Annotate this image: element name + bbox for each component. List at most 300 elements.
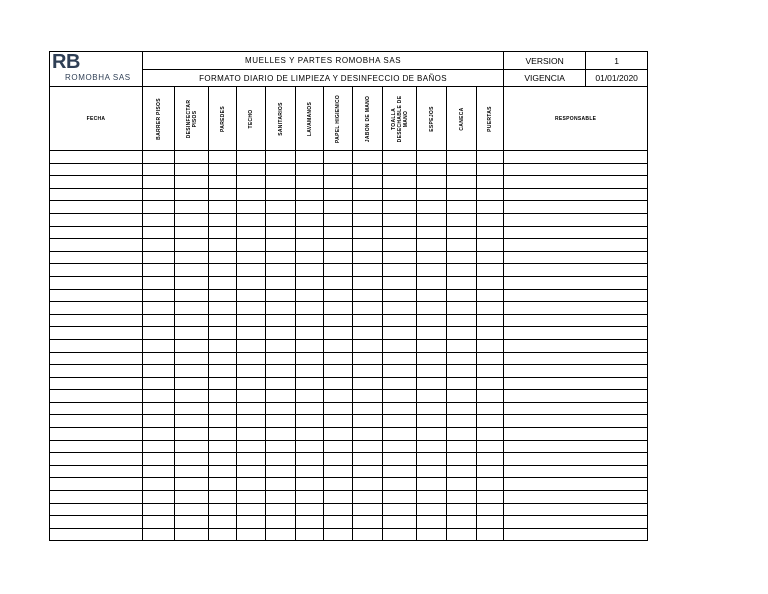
papel-higienico-cell[interactable] bbox=[324, 176, 353, 189]
paredes-cell[interactable] bbox=[209, 226, 237, 239]
techo-cell[interactable] bbox=[237, 201, 266, 214]
jabon-de-mano-cell[interactable] bbox=[353, 465, 383, 478]
desinfectar-pisos-cell[interactable] bbox=[175, 478, 209, 491]
responsable-cell[interactable] bbox=[504, 302, 648, 315]
puertas-cell[interactable] bbox=[477, 352, 504, 365]
jabon-de-mano-cell[interactable] bbox=[353, 176, 383, 189]
lavamanos-cell[interactable] bbox=[296, 390, 324, 403]
jabon-de-mano-cell[interactable] bbox=[353, 188, 383, 201]
techo-cell[interactable] bbox=[237, 503, 266, 516]
espejos-cell[interactable] bbox=[417, 352, 447, 365]
techo-cell[interactable] bbox=[237, 428, 266, 441]
lavamanos-cell[interactable] bbox=[296, 163, 324, 176]
lavamanos-cell[interactable] bbox=[296, 377, 324, 390]
barrer-pisos-cell[interactable] bbox=[143, 415, 175, 428]
fecha-cell[interactable] bbox=[50, 327, 143, 340]
barrer-pisos-cell[interactable] bbox=[143, 251, 175, 264]
paredes-cell[interactable] bbox=[209, 188, 237, 201]
responsable-cell[interactable] bbox=[504, 201, 648, 214]
puertas-cell[interactable] bbox=[477, 390, 504, 403]
fecha-cell[interactable] bbox=[50, 226, 143, 239]
caneca-cell[interactable] bbox=[447, 201, 477, 214]
puertas-cell[interactable] bbox=[477, 478, 504, 491]
sanitarios-cell[interactable] bbox=[266, 402, 296, 415]
espejos-cell[interactable] bbox=[417, 188, 447, 201]
toalla-cell[interactable] bbox=[383, 428, 417, 441]
toalla-cell[interactable] bbox=[383, 314, 417, 327]
jabon-de-mano-cell[interactable] bbox=[353, 239, 383, 252]
desinfectar-pisos-cell[interactable] bbox=[175, 528, 209, 541]
papel-higienico-cell[interactable] bbox=[324, 516, 353, 529]
papel-higienico-cell[interactable] bbox=[324, 276, 353, 289]
jabon-de-mano-cell[interactable] bbox=[353, 402, 383, 415]
fecha-cell[interactable] bbox=[50, 352, 143, 365]
sanitarios-cell[interactable] bbox=[266, 151, 296, 164]
responsable-cell[interactable] bbox=[504, 314, 648, 327]
techo-cell[interactable] bbox=[237, 478, 266, 491]
caneca-cell[interactable] bbox=[447, 377, 477, 390]
papel-higienico-cell[interactable] bbox=[324, 365, 353, 378]
sanitarios-cell[interactable] bbox=[266, 251, 296, 264]
paredes-cell[interactable] bbox=[209, 365, 237, 378]
caneca-cell[interactable] bbox=[447, 213, 477, 226]
papel-higienico-cell[interactable] bbox=[324, 289, 353, 302]
papel-higienico-cell[interactable] bbox=[324, 415, 353, 428]
sanitarios-cell[interactable] bbox=[266, 428, 296, 441]
caneca-cell[interactable] bbox=[447, 478, 477, 491]
techo-cell[interactable] bbox=[237, 264, 266, 277]
fecha-cell[interactable] bbox=[50, 151, 143, 164]
papel-higienico-cell[interactable] bbox=[324, 339, 353, 352]
toalla-cell[interactable] bbox=[383, 465, 417, 478]
sanitarios-cell[interactable] bbox=[266, 188, 296, 201]
papel-higienico-cell[interactable] bbox=[324, 314, 353, 327]
papel-higienico-cell[interactable] bbox=[324, 478, 353, 491]
barrer-pisos-cell[interactable] bbox=[143, 188, 175, 201]
sanitarios-cell[interactable] bbox=[266, 415, 296, 428]
puertas-cell[interactable] bbox=[477, 516, 504, 529]
toalla-cell[interactable] bbox=[383, 213, 417, 226]
responsable-cell[interactable] bbox=[504, 491, 648, 504]
papel-higienico-cell[interactable] bbox=[324, 352, 353, 365]
jabon-de-mano-cell[interactable] bbox=[353, 352, 383, 365]
puertas-cell[interactable] bbox=[477, 264, 504, 277]
papel-higienico-cell[interactable] bbox=[324, 402, 353, 415]
fecha-cell[interactable] bbox=[50, 264, 143, 277]
techo-cell[interactable] bbox=[237, 491, 266, 504]
jabon-de-mano-cell[interactable] bbox=[353, 339, 383, 352]
espejos-cell[interactable] bbox=[417, 213, 447, 226]
barrer-pisos-cell[interactable] bbox=[143, 453, 175, 466]
barrer-pisos-cell[interactable] bbox=[143, 289, 175, 302]
caneca-cell[interactable] bbox=[447, 188, 477, 201]
barrer-pisos-cell[interactable] bbox=[143, 402, 175, 415]
lavamanos-cell[interactable] bbox=[296, 264, 324, 277]
techo-cell[interactable] bbox=[237, 239, 266, 252]
toalla-cell[interactable] bbox=[383, 453, 417, 466]
responsable-cell[interactable] bbox=[504, 478, 648, 491]
techo-cell[interactable] bbox=[237, 213, 266, 226]
fecha-cell[interactable] bbox=[50, 302, 143, 315]
techo-cell[interactable] bbox=[237, 314, 266, 327]
lavamanos-cell[interactable] bbox=[296, 327, 324, 340]
sanitarios-cell[interactable] bbox=[266, 491, 296, 504]
lavamanos-cell[interactable] bbox=[296, 176, 324, 189]
toalla-cell[interactable] bbox=[383, 302, 417, 315]
barrer-pisos-cell[interactable] bbox=[143, 276, 175, 289]
lavamanos-cell[interactable] bbox=[296, 528, 324, 541]
desinfectar-pisos-cell[interactable] bbox=[175, 213, 209, 226]
barrer-pisos-cell[interactable] bbox=[143, 239, 175, 252]
lavamanos-cell[interactable] bbox=[296, 415, 324, 428]
fecha-cell[interactable] bbox=[50, 339, 143, 352]
caneca-cell[interactable] bbox=[447, 428, 477, 441]
caneca-cell[interactable] bbox=[447, 528, 477, 541]
responsable-cell[interactable] bbox=[504, 390, 648, 403]
fecha-cell[interactable] bbox=[50, 528, 143, 541]
responsable-cell[interactable] bbox=[504, 163, 648, 176]
espejos-cell[interactable] bbox=[417, 377, 447, 390]
fecha-cell[interactable] bbox=[50, 188, 143, 201]
paredes-cell[interactable] bbox=[209, 251, 237, 264]
puertas-cell[interactable] bbox=[477, 251, 504, 264]
espejos-cell[interactable] bbox=[417, 239, 447, 252]
lavamanos-cell[interactable] bbox=[296, 251, 324, 264]
toalla-cell[interactable] bbox=[383, 528, 417, 541]
responsable-cell[interactable] bbox=[504, 239, 648, 252]
espejos-cell[interactable] bbox=[417, 276, 447, 289]
barrer-pisos-cell[interactable] bbox=[143, 264, 175, 277]
barrer-pisos-cell[interactable] bbox=[143, 314, 175, 327]
espejos-cell[interactable] bbox=[417, 415, 447, 428]
paredes-cell[interactable] bbox=[209, 352, 237, 365]
puertas-cell[interactable] bbox=[477, 528, 504, 541]
papel-higienico-cell[interactable] bbox=[324, 440, 353, 453]
desinfectar-pisos-cell[interactable] bbox=[175, 289, 209, 302]
espejos-cell[interactable] bbox=[417, 264, 447, 277]
lavamanos-cell[interactable] bbox=[296, 478, 324, 491]
paredes-cell[interactable] bbox=[209, 503, 237, 516]
responsable-cell[interactable] bbox=[504, 188, 648, 201]
puertas-cell[interactable] bbox=[477, 365, 504, 378]
barrer-pisos-cell[interactable] bbox=[143, 352, 175, 365]
caneca-cell[interactable] bbox=[447, 264, 477, 277]
toalla-cell[interactable] bbox=[383, 365, 417, 378]
sanitarios-cell[interactable] bbox=[266, 390, 296, 403]
caneca-cell[interactable] bbox=[447, 465, 477, 478]
techo-cell[interactable] bbox=[237, 302, 266, 315]
caneca-cell[interactable] bbox=[447, 491, 477, 504]
fecha-cell[interactable] bbox=[50, 491, 143, 504]
desinfectar-pisos-cell[interactable] bbox=[175, 491, 209, 504]
sanitarios-cell[interactable] bbox=[266, 314, 296, 327]
papel-higienico-cell[interactable] bbox=[324, 163, 353, 176]
desinfectar-pisos-cell[interactable] bbox=[175, 226, 209, 239]
barrer-pisos-cell[interactable] bbox=[143, 528, 175, 541]
puertas-cell[interactable] bbox=[477, 339, 504, 352]
paredes-cell[interactable] bbox=[209, 402, 237, 415]
puertas-cell[interactable] bbox=[477, 163, 504, 176]
paredes-cell[interactable] bbox=[209, 151, 237, 164]
lavamanos-cell[interactable] bbox=[296, 428, 324, 441]
lavamanos-cell[interactable] bbox=[296, 491, 324, 504]
desinfectar-pisos-cell[interactable] bbox=[175, 465, 209, 478]
fecha-cell[interactable] bbox=[50, 176, 143, 189]
papel-higienico-cell[interactable] bbox=[324, 428, 353, 441]
espejos-cell[interactable] bbox=[417, 390, 447, 403]
toalla-cell[interactable] bbox=[383, 264, 417, 277]
caneca-cell[interactable] bbox=[447, 327, 477, 340]
caneca-cell[interactable] bbox=[447, 402, 477, 415]
lavamanos-cell[interactable] bbox=[296, 339, 324, 352]
papel-higienico-cell[interactable] bbox=[324, 453, 353, 466]
lavamanos-cell[interactable] bbox=[296, 226, 324, 239]
papel-higienico-cell[interactable] bbox=[324, 327, 353, 340]
papel-higienico-cell[interactable] bbox=[324, 503, 353, 516]
sanitarios-cell[interactable] bbox=[266, 226, 296, 239]
papel-higienico-cell[interactable] bbox=[324, 528, 353, 541]
paredes-cell[interactable] bbox=[209, 377, 237, 390]
caneca-cell[interactable] bbox=[447, 163, 477, 176]
paredes-cell[interactable] bbox=[209, 465, 237, 478]
sanitarios-cell[interactable] bbox=[266, 440, 296, 453]
puertas-cell[interactable] bbox=[477, 276, 504, 289]
caneca-cell[interactable] bbox=[447, 440, 477, 453]
paredes-cell[interactable] bbox=[209, 415, 237, 428]
desinfectar-pisos-cell[interactable] bbox=[175, 264, 209, 277]
desinfectar-pisos-cell[interactable] bbox=[175, 163, 209, 176]
paredes-cell[interactable] bbox=[209, 239, 237, 252]
caneca-cell[interactable] bbox=[447, 503, 477, 516]
lavamanos-cell[interactable] bbox=[296, 239, 324, 252]
paredes-cell[interactable] bbox=[209, 390, 237, 403]
paredes-cell[interactable] bbox=[209, 276, 237, 289]
sanitarios-cell[interactable] bbox=[266, 239, 296, 252]
responsable-cell[interactable] bbox=[504, 213, 648, 226]
toalla-cell[interactable] bbox=[383, 390, 417, 403]
caneca-cell[interactable] bbox=[447, 314, 477, 327]
caneca-cell[interactable] bbox=[447, 352, 477, 365]
espejos-cell[interactable] bbox=[417, 491, 447, 504]
sanitarios-cell[interactable] bbox=[266, 352, 296, 365]
sanitarios-cell[interactable] bbox=[266, 453, 296, 466]
techo-cell[interactable] bbox=[237, 365, 266, 378]
desinfectar-pisos-cell[interactable] bbox=[175, 428, 209, 441]
fecha-cell[interactable] bbox=[50, 465, 143, 478]
responsable-cell[interactable] bbox=[504, 352, 648, 365]
puertas-cell[interactable] bbox=[477, 239, 504, 252]
sanitarios-cell[interactable] bbox=[266, 377, 296, 390]
barrer-pisos-cell[interactable] bbox=[143, 377, 175, 390]
espejos-cell[interactable] bbox=[417, 226, 447, 239]
lavamanos-cell[interactable] bbox=[296, 302, 324, 315]
jabon-de-mano-cell[interactable] bbox=[353, 390, 383, 403]
lavamanos-cell[interactable] bbox=[296, 213, 324, 226]
toalla-cell[interactable] bbox=[383, 415, 417, 428]
barrer-pisos-cell[interactable] bbox=[143, 163, 175, 176]
desinfectar-pisos-cell[interactable] bbox=[175, 239, 209, 252]
fecha-cell[interactable] bbox=[50, 314, 143, 327]
barrer-pisos-cell[interactable] bbox=[143, 390, 175, 403]
sanitarios-cell[interactable] bbox=[266, 465, 296, 478]
paredes-cell[interactable] bbox=[209, 163, 237, 176]
toalla-cell[interactable] bbox=[383, 440, 417, 453]
jabon-de-mano-cell[interactable] bbox=[353, 377, 383, 390]
fecha-cell[interactable] bbox=[50, 251, 143, 264]
toalla-cell[interactable] bbox=[383, 377, 417, 390]
barrer-pisos-cell[interactable] bbox=[143, 201, 175, 214]
toalla-cell[interactable] bbox=[383, 327, 417, 340]
responsable-cell[interactable] bbox=[504, 528, 648, 541]
puertas-cell[interactable] bbox=[477, 453, 504, 466]
caneca-cell[interactable] bbox=[447, 302, 477, 315]
jabon-de-mano-cell[interactable] bbox=[353, 226, 383, 239]
papel-higienico-cell[interactable] bbox=[324, 465, 353, 478]
espejos-cell[interactable] bbox=[417, 314, 447, 327]
barrer-pisos-cell[interactable] bbox=[143, 151, 175, 164]
papel-higienico-cell[interactable] bbox=[324, 226, 353, 239]
papel-higienico-cell[interactable] bbox=[324, 377, 353, 390]
papel-higienico-cell[interactable] bbox=[324, 188, 353, 201]
paredes-cell[interactable] bbox=[209, 528, 237, 541]
responsable-cell[interactable] bbox=[504, 176, 648, 189]
caneca-cell[interactable] bbox=[447, 151, 477, 164]
papel-higienico-cell[interactable] bbox=[324, 239, 353, 252]
barrer-pisos-cell[interactable] bbox=[143, 440, 175, 453]
caneca-cell[interactable] bbox=[447, 415, 477, 428]
sanitarios-cell[interactable] bbox=[266, 201, 296, 214]
desinfectar-pisos-cell[interactable] bbox=[175, 377, 209, 390]
paredes-cell[interactable] bbox=[209, 516, 237, 529]
espejos-cell[interactable] bbox=[417, 528, 447, 541]
jabon-de-mano-cell[interactable] bbox=[353, 415, 383, 428]
espejos-cell[interactable] bbox=[417, 289, 447, 302]
lavamanos-cell[interactable] bbox=[296, 151, 324, 164]
techo-cell[interactable] bbox=[237, 251, 266, 264]
responsable-cell[interactable] bbox=[504, 339, 648, 352]
responsable-cell[interactable] bbox=[504, 440, 648, 453]
techo-cell[interactable] bbox=[237, 289, 266, 302]
puertas-cell[interactable] bbox=[477, 415, 504, 428]
papel-higienico-cell[interactable] bbox=[324, 390, 353, 403]
fecha-cell[interactable] bbox=[50, 516, 143, 529]
techo-cell[interactable] bbox=[237, 465, 266, 478]
responsable-cell[interactable] bbox=[504, 365, 648, 378]
espejos-cell[interactable] bbox=[417, 503, 447, 516]
techo-cell[interactable] bbox=[237, 276, 266, 289]
techo-cell[interactable] bbox=[237, 528, 266, 541]
sanitarios-cell[interactable] bbox=[266, 176, 296, 189]
techo-cell[interactable] bbox=[237, 339, 266, 352]
jabon-de-mano-cell[interactable] bbox=[353, 428, 383, 441]
jabon-de-mano-cell[interactable] bbox=[353, 478, 383, 491]
papel-higienico-cell[interactable] bbox=[324, 201, 353, 214]
lavamanos-cell[interactable] bbox=[296, 465, 324, 478]
desinfectar-pisos-cell[interactable] bbox=[175, 516, 209, 529]
lavamanos-cell[interactable] bbox=[296, 440, 324, 453]
desinfectar-pisos-cell[interactable] bbox=[175, 251, 209, 264]
techo-cell[interactable] bbox=[237, 352, 266, 365]
fecha-cell[interactable] bbox=[50, 428, 143, 441]
toalla-cell[interactable] bbox=[383, 176, 417, 189]
lavamanos-cell[interactable] bbox=[296, 289, 324, 302]
paredes-cell[interactable] bbox=[209, 289, 237, 302]
jabon-de-mano-cell[interactable] bbox=[353, 276, 383, 289]
paredes-cell[interactable] bbox=[209, 478, 237, 491]
barrer-pisos-cell[interactable] bbox=[143, 213, 175, 226]
responsable-cell[interactable] bbox=[504, 453, 648, 466]
desinfectar-pisos-cell[interactable] bbox=[175, 339, 209, 352]
barrer-pisos-cell[interactable] bbox=[143, 516, 175, 529]
jabon-de-mano-cell[interactable] bbox=[353, 289, 383, 302]
techo-cell[interactable] bbox=[237, 453, 266, 466]
lavamanos-cell[interactable] bbox=[296, 453, 324, 466]
puertas-cell[interactable] bbox=[477, 402, 504, 415]
desinfectar-pisos-cell[interactable] bbox=[175, 440, 209, 453]
sanitarios-cell[interactable] bbox=[266, 327, 296, 340]
responsable-cell[interactable] bbox=[504, 503, 648, 516]
desinfectar-pisos-cell[interactable] bbox=[175, 151, 209, 164]
paredes-cell[interactable] bbox=[209, 176, 237, 189]
puertas-cell[interactable] bbox=[477, 503, 504, 516]
jabon-de-mano-cell[interactable] bbox=[353, 365, 383, 378]
papel-higienico-cell[interactable] bbox=[324, 251, 353, 264]
toalla-cell[interactable] bbox=[383, 352, 417, 365]
caneca-cell[interactable] bbox=[447, 339, 477, 352]
techo-cell[interactable] bbox=[237, 226, 266, 239]
sanitarios-cell[interactable] bbox=[266, 339, 296, 352]
jabon-de-mano-cell[interactable] bbox=[353, 314, 383, 327]
sanitarios-cell[interactable] bbox=[266, 365, 296, 378]
desinfectar-pisos-cell[interactable] bbox=[175, 302, 209, 315]
responsable-cell[interactable] bbox=[504, 226, 648, 239]
fecha-cell[interactable] bbox=[50, 440, 143, 453]
fecha-cell[interactable] bbox=[50, 377, 143, 390]
desinfectar-pisos-cell[interactable] bbox=[175, 352, 209, 365]
paredes-cell[interactable] bbox=[209, 302, 237, 315]
toalla-cell[interactable] bbox=[383, 201, 417, 214]
caneca-cell[interactable] bbox=[447, 226, 477, 239]
desinfectar-pisos-cell[interactable] bbox=[175, 176, 209, 189]
sanitarios-cell[interactable] bbox=[266, 528, 296, 541]
espejos-cell[interactable] bbox=[417, 176, 447, 189]
toalla-cell[interactable] bbox=[383, 163, 417, 176]
techo-cell[interactable] bbox=[237, 440, 266, 453]
jabon-de-mano-cell[interactable] bbox=[353, 302, 383, 315]
espejos-cell[interactable] bbox=[417, 428, 447, 441]
toalla-cell[interactable] bbox=[383, 516, 417, 529]
lavamanos-cell[interactable] bbox=[296, 402, 324, 415]
lavamanos-cell[interactable] bbox=[296, 314, 324, 327]
toalla-cell[interactable] bbox=[383, 491, 417, 504]
toalla-cell[interactable] bbox=[383, 251, 417, 264]
puertas-cell[interactable] bbox=[477, 188, 504, 201]
sanitarios-cell[interactable] bbox=[266, 478, 296, 491]
responsable-cell[interactable] bbox=[504, 289, 648, 302]
techo-cell[interactable] bbox=[237, 176, 266, 189]
paredes-cell[interactable] bbox=[209, 314, 237, 327]
papel-higienico-cell[interactable] bbox=[324, 302, 353, 315]
caneca-cell[interactable] bbox=[447, 390, 477, 403]
puertas-cell[interactable] bbox=[477, 302, 504, 315]
responsable-cell[interactable] bbox=[504, 151, 648, 164]
barrer-pisos-cell[interactable] bbox=[143, 478, 175, 491]
paredes-cell[interactable] bbox=[209, 201, 237, 214]
sanitarios-cell[interactable] bbox=[266, 213, 296, 226]
paredes-cell[interactable] bbox=[209, 440, 237, 453]
fecha-cell[interactable] bbox=[50, 213, 143, 226]
responsable-cell[interactable] bbox=[504, 465, 648, 478]
